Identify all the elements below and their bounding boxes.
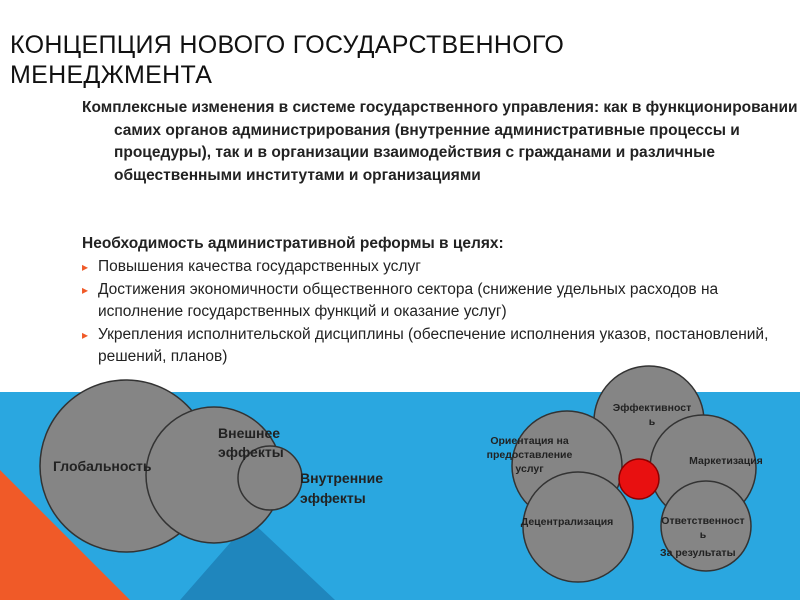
label-globality: Глобальность	[53, 458, 152, 474]
intro-paragraph: Комплексные изменения в системе государственного управления: как в функционировании самих органов администрирования (внутренние административные процессы и процедуры), так и в организации взаимодействия с гражданами и различные общественными институтами и организациями	[82, 99, 798, 184]
list-item: ▸ Укрепления исполнительской дисциплины (обеспечение исполнения указов, постановлений, решений, планов)	[82, 325, 769, 365]
goals-heading: Необходимость административной реформы в целях:	[82, 235, 504, 252]
center-circle	[619, 459, 659, 499]
label-marketization: Маркетизация	[689, 455, 763, 467]
bullet-arrow-icon: ▸	[82, 282, 89, 297]
label-for-results: За результаты	[660, 547, 736, 559]
bullet-arrow-icon: ▸	[82, 327, 89, 342]
label-orientation: Ориентация на предоставление услуг	[486, 435, 573, 475]
label-decentralization: Децентрализация	[520, 516, 614, 528]
label-external: Внешнее эффекты	[218, 425, 284, 460]
list-item: ▸ Достижения экономичности общественного сектора (снижение удельных расходов на исполнение государственных функций и оказание услуг)	[82, 280, 719, 320]
list-item: ▸ Повышения качества государственных услуг	[82, 256, 777, 279]
bullet-arrow-icon: ▸	[82, 260, 89, 274]
label-efficiency: Эффективность	[612, 402, 692, 428]
slide-title: КОНЦЕПЦИЯ НОВОГО ГОСУДАРСТВЕННОГО МЕНЕДЖМЕНТА	[10, 31, 565, 89]
goals-list	[82, 256, 777, 369]
label-internal: Внутренние эффекты	[300, 470, 384, 506]
label-responsibility: Ответственность	[661, 515, 745, 541]
